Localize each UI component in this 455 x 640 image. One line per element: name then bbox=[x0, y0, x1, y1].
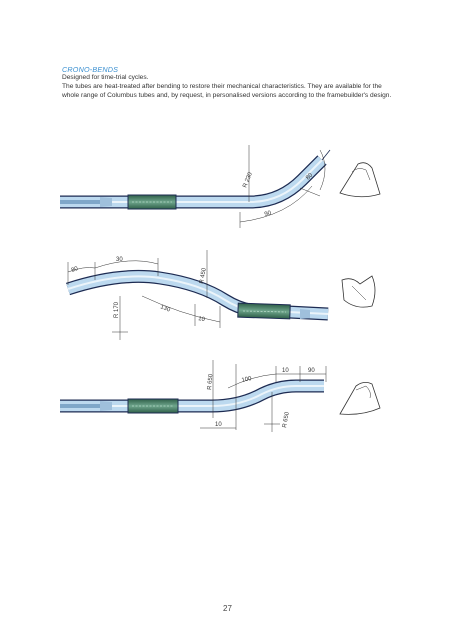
section-title: CRONO-BENDS bbox=[62, 65, 119, 74]
dim-label: 30 bbox=[116, 257, 123, 263]
radius-label: R 170 bbox=[114, 301, 120, 318]
tube-sleeve bbox=[238, 303, 290, 319]
figure-2 bbox=[68, 250, 375, 340]
dim-label: 90 bbox=[263, 210, 272, 218]
radius-label: R 450 bbox=[199, 267, 208, 285]
page-number: 27 bbox=[223, 604, 232, 613]
radius-label: R 230 bbox=[242, 171, 254, 189]
dim-label: 90 bbox=[308, 368, 315, 374]
figure-3 bbox=[60, 360, 380, 432]
tube-cross-section bbox=[342, 276, 375, 307]
dim-label: 80 bbox=[70, 265, 79, 274]
figure-1 bbox=[60, 145, 380, 228]
section-body: The tubes are heat-treated after bending to restore their mechanical characteristics. They are available for the whole range of Columbus tubes and, by request, in personalised versions according to the framebuilder's design. bbox=[62, 83, 392, 99]
dim-label: 10 bbox=[197, 316, 206, 324]
tube-cross-section bbox=[340, 163, 380, 197]
dim-label: 100 bbox=[241, 376, 253, 384]
dim-label: 80 bbox=[305, 172, 315, 182]
dim-label: 10 bbox=[282, 368, 289, 374]
dim-label: 10 bbox=[215, 422, 222, 428]
radius-label: R 650 bbox=[207, 373, 215, 391]
tube-cross-section bbox=[340, 382, 380, 414]
dim-label: 130 bbox=[159, 304, 171, 314]
section-subtitle: Designed for time-trial cycles. bbox=[62, 74, 149, 81]
radius-label: R 650 bbox=[282, 411, 291, 429]
